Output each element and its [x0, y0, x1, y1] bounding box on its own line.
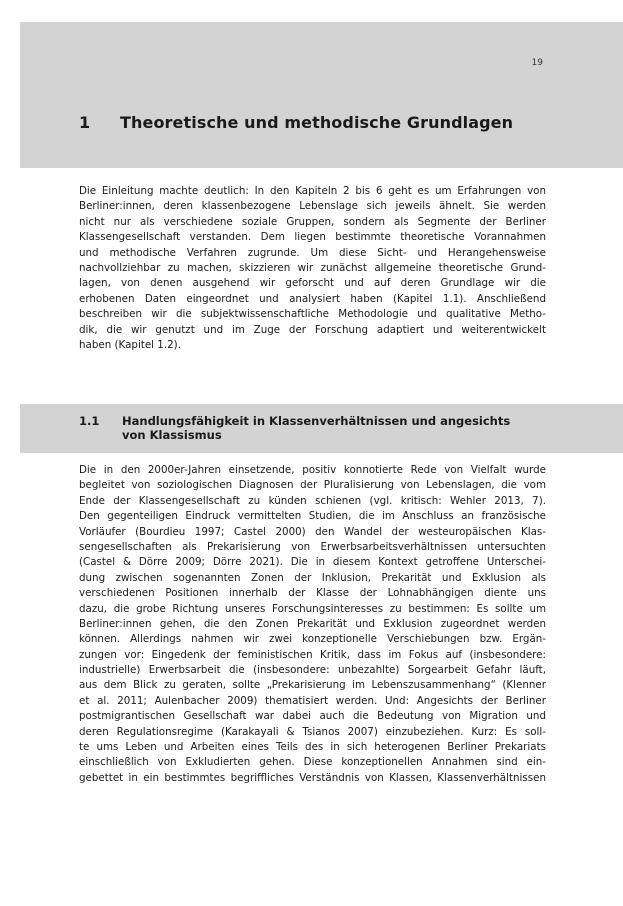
- text-line: haben (Kapitel 1.2).: [79, 338, 181, 351]
- text-line: Ende der Klassengesellschaft zu künden schienen (vgl. kritisch: Wehler 2013, 7).: [79, 494, 546, 507]
- chapter-header-band: [20, 22, 623, 168]
- text-line: dik, die wir genutzt und im Zuge der Forschung adaptiert und weiterentwickelt: [79, 323, 546, 336]
- text-line: nachvollziehbar zu machen, skizzieren wir zunächst allgemeine theoretische Grund-: [79, 261, 546, 274]
- text-line: dung zwischen sogenannten Zonen der Inklusion, Prekarität und Exklusion als: [79, 571, 546, 584]
- text-line: zungen vor: Eingedenk der feministischen Kritik, dass im Fokus auf (insbesondere:: [79, 648, 546, 661]
- text-line: Berliner:innen, deren klassenbezogene Lebenslage sich jeweils ähnelt. Sie werden: [79, 200, 546, 213]
- section-paragraph: [79, 463, 546, 786]
- text-line: lagen, von denen ausgehend wir geforscht und auf deren Grundlage wir die: [79, 277, 546, 290]
- chapter-title: Theoretische und methodische Grundlagen: [120, 113, 514, 132]
- text-line: deren Regulationsregime (Karakayali & Tsianos 2007) einzubeziehen. Kurz: Es soll-: [79, 725, 546, 738]
- text-line: einschließlich von Exkludierten gehen. Diese konzeptionellen Annahmen sind ein-: [79, 756, 546, 769]
- section-title-line: von Klassismus: [122, 428, 222, 442]
- text-line: dazu, die grobe Richtung unseres Forschungsinteresses zu bestimmen: Es sollte um: [79, 602, 546, 615]
- text-line: (Castel & Dörre 2009; Dörre 2021). Die in diesem Kontext getroffene Unterschei-: [79, 556, 546, 569]
- section-title-line: Handlungsfähigkeit in Klassenverhältnissen und angesichts: [122, 414, 511, 428]
- text-line: verschiedenen Positionen innerhalb der Klasse der Lohnabhängigen diente uns: [79, 587, 546, 600]
- text-line: und methodische Verfahren zugrunde. Um diese Sicht- und Herangehensweise: [79, 246, 546, 259]
- text-line: industrielle) Erwerbsarbeit die (insbesondere: unbezahlte) Sorgearbeit Gefahr läuft,: [79, 664, 546, 677]
- text-line: Berliner:innen gehen, die den Zonen Prekarität und Exklusion zugeordnet werden: [79, 617, 546, 630]
- text-line: begleitet von soziologischen Diagnosen der Pluralisierung von Lebenslagen, die vom: [79, 479, 546, 492]
- text-line: Die Einleitung machte deutlich: In den Kapiteln 2 bis 6 geht es um Erfahrungen von: [79, 185, 546, 197]
- text-line: Den gegenteiligen Eindruck vermittelten Studien, die im Anschluss an französische: [79, 510, 546, 523]
- text-line: beschreiben wir die subjektwissenschaftliche Methodologie und qualitative Metho-: [79, 308, 546, 321]
- text-line: te ums Leben und Arbeiten eines Teils des in sich heterogenen Berliner Prekariats: [79, 741, 546, 754]
- text-line: können. Allerdings nahmen wir zwei konzeptionelle Verschiebungen bzw. Ergän-: [79, 633, 546, 646]
- text-line: aus dem Blick zu geraten, sollte „Prekarisierung im Lebenszusammenhang“ (Klenner: [79, 679, 546, 692]
- text-line: Die in den 2000er-Jahren einsetzende, positiv konnotierte Rede von Vielfalt wurde: [79, 464, 546, 476]
- text-line: gebettet in ein bestimmtes begriffliches Verständnis von Klassen, Klassenverhältnissen: [79, 771, 546, 784]
- intro-paragraph: [79, 184, 546, 353]
- text-line: Vorläufer (Bourdieu 1997; Castel 2000) den Wandel der westeuropäischen Klas-: [79, 525, 546, 538]
- text-line: nicht nur als verschiedene soziale Gruppen, sondern als Segmente der Berliner: [79, 215, 546, 228]
- chapter-number: 1: [79, 113, 91, 132]
- section-title: [122, 414, 562, 442]
- section-number: 1.1: [79, 414, 100, 428]
- chapter-heading: [79, 113, 513, 132]
- text-line: Klassengesellschaft verstanden. Dem liegen bestimmte theoretische Vorannahmen: [79, 231, 546, 244]
- page-number: 19: [531, 58, 543, 68]
- text-line: postmigrantischen Gesellschaft war dabei auch die Bedeutung von Migration und: [79, 710, 546, 723]
- text-line: erhobenen Daten eingeordnet und analysiert haben (Kapitel 1.1). Anschließend: [79, 292, 546, 305]
- text-line: et al. 2011; Aulenbacher 2009) thematisiert werden. Und: Angesichts der Berliner: [79, 694, 546, 707]
- text-line: sengesellschaften als Prekarisierung von Erwerbsarbeitsverhältnissen untersuchten: [79, 540, 546, 553]
